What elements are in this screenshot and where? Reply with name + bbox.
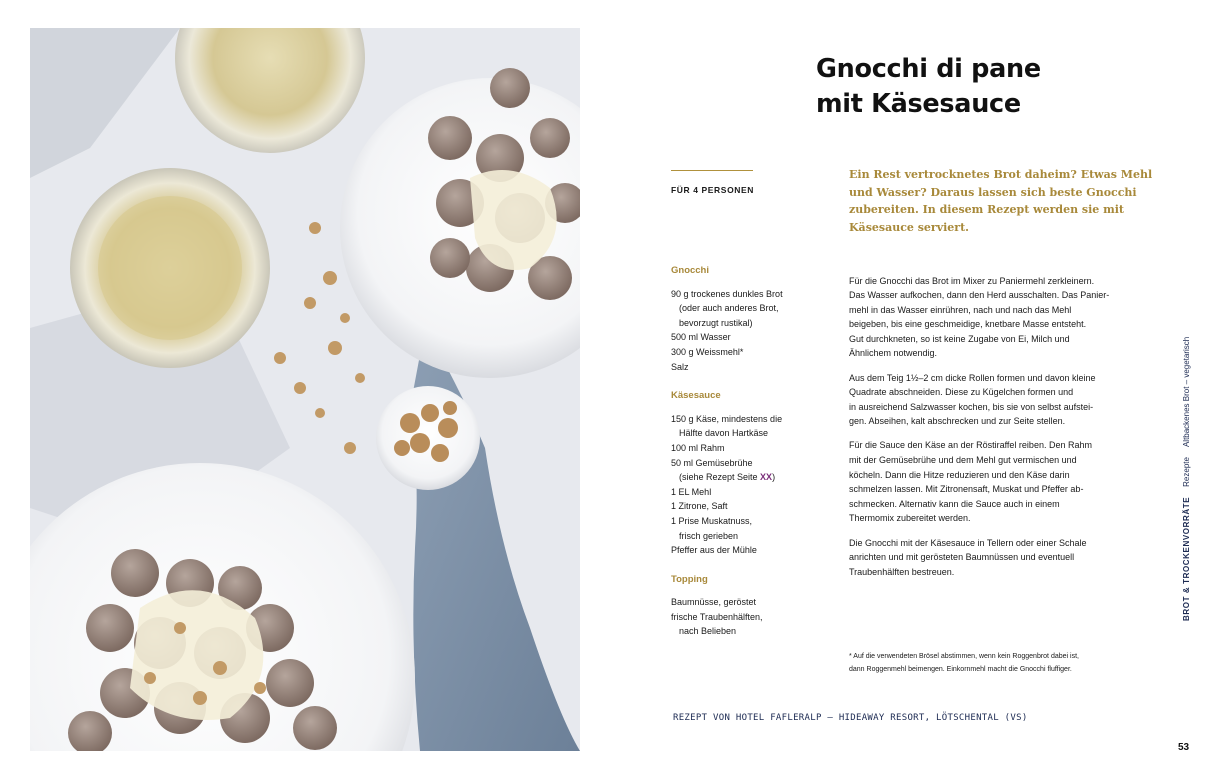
ingredient-line: 50 ml Gemüsebrühe — [671, 457, 753, 468]
intro-line: zubereiten. In diesem Rezept werden sie mit — [849, 203, 1125, 217]
method-line: beigeben, bis eine geschmeidige, knetbare Masse entsteht. — [849, 319, 1087, 330]
recipe-credit: REZEPT VON HOTEL FAFLERALP – HIDEAWAY RESORT, LÖTSCHENTAL (VS) — [673, 713, 1028, 723]
running-head-subsection: Altbackenes Brot – vegetarisch — [1182, 336, 1191, 448]
ingredient-heading: Topping — [671, 573, 708, 585]
method-line: Thermomix zubereitet werden. — [849, 513, 971, 524]
ingredient-heading: Käsesauce — [671, 390, 721, 402]
footnote-line: dann Roggenmehl beimengen. Einkornmehl macht die Gnocchi fluffiger. — [849, 665, 1072, 673]
footnote — [849, 651, 1119, 676]
title-line-1: Gnocchi di pane — [816, 54, 1041, 84]
ingredient-line: frische Traubenhälften, — [671, 611, 763, 622]
ingredient-line: 500 ml Wasser — [671, 332, 731, 343]
method-line: anrichten und mit gerösteten Baumnüssen und eventuell — [849, 552, 1075, 563]
method-line: Für die Gnocchi das Brot im Mixer zu Paniermehl zerkleinern. — [849, 275, 1095, 286]
ingredient-line: frisch gerieben — [679, 530, 739, 541]
method-line: Die Gnocchi mit der Käsesauce in Tellern oder einer Schale — [849, 537, 1087, 548]
ingredient-line: 1 Prise Muskatnuss, — [671, 515, 753, 526]
recipe-intro — [849, 166, 1153, 236]
ingredients-column — [671, 264, 821, 654]
intro-line: Ein Rest vertrocknetes Brot daheim? Etwas Mehl — [849, 168, 1153, 181]
method-line: Gut durchkneten, so ist keine Zugabe von Ei, Milch und — [849, 333, 1070, 344]
ingredient-line: bevorzugt rustikal) — [679, 317, 753, 328]
ingredient-line: 100 ml Rahm — [671, 442, 725, 453]
gnocchi-photo-illustration — [30, 28, 580, 751]
servings-label: FÜR 4 PERSONEN — [671, 185, 755, 195]
intro-line: Käsesauce serviert. — [849, 220, 969, 234]
title-line-2: mit Käsesauce — [816, 89, 1021, 119]
ingredient-group-topping — [671, 573, 821, 639]
method-line: mehl in das Wasser einrühren, nach und nach das Mehl — [849, 304, 1072, 315]
ingredient-line: 300 g Weissmehl* — [671, 346, 744, 357]
ingredient-line: Baumnüsse, geröstet — [671, 597, 757, 608]
method-line: mit der Gemüsebrühe und dem Mehl gut vermischen und — [849, 455, 1077, 466]
ingredient-line: (oder auch anderes Brot, — [679, 303, 779, 314]
ingredient-line: Hälfte davon Hartkäse — [679, 428, 769, 439]
reference-suffix: ) — [772, 472, 776, 483]
method-line: Das Wasser aufkochen, dann den Herd ausschalten. Das Panier- — [849, 290, 1110, 301]
method-line: Traubenhälften bestreuen. — [849, 566, 955, 577]
recipe-reference-line — [671, 470, 821, 485]
method-column — [849, 264, 1114, 589]
reference-prefix: (siehe Rezept Seite — [679, 472, 761, 483]
ingredient-line: Salz — [671, 361, 689, 372]
footnote-line: * Auf die verwendeten Brösel abstimmen, wenn kein Roggenbrot dabei ist, — [849, 653, 1079, 660]
method-line: Für die Sauce den Käse an der Röstiraffel reiben. Den Rahm — [849, 440, 1092, 451]
method-line: Aus dem Teig 1½–2 cm dicke Rollen formen und davon kleine — [849, 372, 1096, 383]
method-line: Ähnlichem notwendig. — [849, 348, 938, 359]
page-number: 53 — [1178, 742, 1190, 753]
running-head-chapter: BROT & TROCKENVORRÄTE — [1182, 496, 1191, 621]
ingredient-line: 1 EL Mehl — [671, 486, 712, 497]
method-line: gen. Abseihen, kalt abschrecken und zur Seite stellen. — [849, 416, 1066, 427]
ingredient-line: 1 Zitrone, Saft — [671, 501, 728, 512]
ingredient-line: 90 g trockenes dunkles Brot — [671, 288, 783, 299]
method-line: köcheln. Dann die Hitze reduzieren und den Käse darin — [849, 469, 1070, 480]
vertical-running-head — [1182, 337, 1191, 621]
ingredient-line: 150 g Käse, mindestens die — [671, 413, 783, 424]
method-line: schmecken. Alternativ kann die Sauce auch in einem — [849, 498, 1060, 509]
ingredient-group-sauce — [671, 389, 821, 558]
method-line: in ausreichend Salzwasser kochen, bis sie von selbst aufstei- — [849, 401, 1094, 412]
recipe-photo — [30, 28, 580, 751]
ingredient-line: nach Belieben — [679, 626, 737, 637]
gold-divider-rule — [671, 170, 753, 171]
method-line: schmelzen lassen. Mit Zitronensaft, Muskat und Pfeffer ab- — [849, 484, 1084, 495]
ingredient-group-gnocchi — [671, 264, 821, 374]
intro-line: und Wasser? Daraus lassen sich beste Gnocchi — [849, 185, 1137, 199]
ingredient-heading: Gnocchi — [671, 265, 710, 276]
running-head-section: Rezepte — [1182, 457, 1191, 487]
method-line: Quadrate abschneiden. Diese zu Kügelchen formen und — [849, 387, 1074, 398]
reference-page-placeholder: XX — [760, 472, 773, 483]
recipe-title — [816, 52, 1116, 122]
ingredient-line: Pfeffer aus der Mühle — [671, 545, 757, 556]
